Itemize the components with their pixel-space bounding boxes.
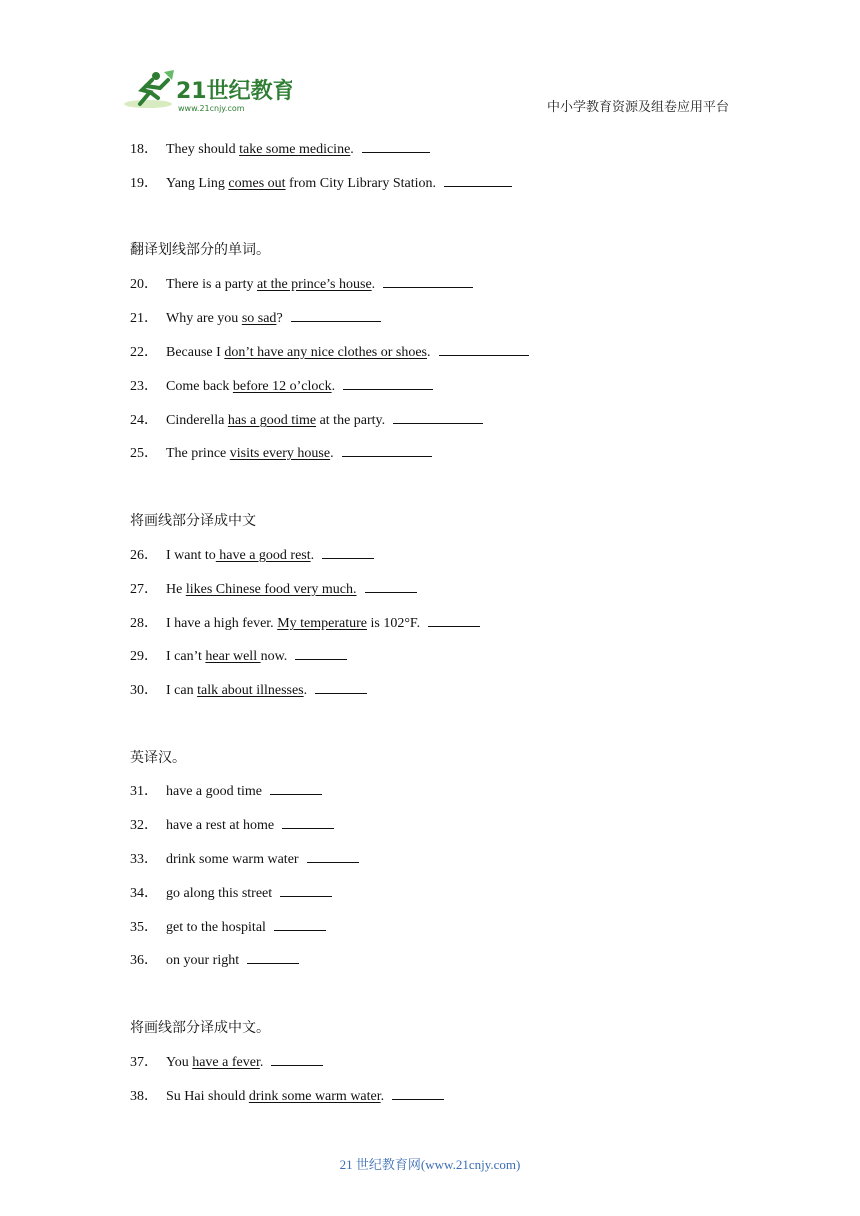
answer-blank[interactable] (315, 680, 367, 694)
answer-blank[interactable] (393, 410, 483, 424)
answer-blank[interactable] (428, 613, 480, 627)
question-22: 22． Because I don’t have any nice clothes or shoes. (130, 342, 529, 362)
section-heading: 将画线部分译成中文。 (130, 1020, 270, 1036)
question-20: 20． There is a party at the prince’s house. (130, 274, 473, 294)
logo-url: www.21cnjy.com (178, 104, 245, 113)
logo-runner-icon (122, 68, 292, 116)
underlined-phrase: have a fever (192, 1055, 260, 1070)
underlined-phrase: drink some warm water (248, 1089, 381, 1104)
answer-blank[interactable] (270, 781, 322, 795)
underlined-phrase: before 12 o’clock (232, 379, 332, 394)
underlined-phrase: have a good rest (215, 548, 311, 563)
answer-blank[interactable] (439, 342, 529, 356)
question-33: 33． drink some warm water (130, 849, 359, 869)
question-21: 21． Why are you so sad? (130, 308, 381, 328)
question-28: 28． I have a high fever. My temperature is 102°F. (130, 613, 480, 633)
underlined-phrase: hear well (205, 649, 261, 664)
question-38: 38． Su Hai should drink some warm water. (130, 1086, 444, 1106)
answer-blank[interactable] (322, 545, 374, 559)
answer-blank[interactable] (392, 1086, 444, 1100)
question-18: 18． They should take some medicine. (130, 139, 430, 159)
answer-blank[interactable] (291, 308, 381, 322)
question-31: 31． have a good time (130, 781, 322, 801)
underlined-phrase: take some medicine (239, 142, 351, 157)
underlined-phrase: has a good time (227, 413, 317, 428)
answer-blank[interactable] (365, 579, 417, 593)
question-23: 23． Come back before 12 o’clock. (130, 376, 433, 396)
underlined-phrase: comes out (228, 176, 286, 191)
answer-blank[interactable] (247, 950, 299, 964)
logo-text: 21世纪教育 (176, 79, 292, 104)
question-36: 36． on your right (130, 950, 299, 970)
underlined-phrase: visits every house (229, 446, 331, 461)
section-heading: 翻译划线部分的单词。 (130, 242, 270, 258)
question-30: 30． I can talk about illnesses. (130, 680, 367, 700)
page-header (0, 0, 860, 130)
question-32: 32． have a rest at home (130, 815, 334, 835)
underlined-phrase: at the prince’s house (256, 277, 372, 292)
logo (122, 68, 292, 116)
platform-title: 中小学教育资源及组卷应用平台 (546, 100, 729, 115)
answer-blank[interactable] (307, 849, 359, 863)
question-25: 25． The prince visits every house. (130, 443, 432, 463)
question-35: 35． get to the hospital (130, 917, 326, 937)
answer-blank[interactable] (362, 139, 430, 153)
question-34: 34． go along this street (130, 883, 332, 903)
answer-blank[interactable] (282, 815, 334, 829)
underlined-phrase: don’t have any nice clothes or shoes (224, 345, 427, 360)
answer-blank[interactable] (271, 1052, 323, 1066)
underlined-phrase: so sad (241, 311, 277, 326)
answer-blank[interactable] (342, 443, 432, 457)
question-19: 19． Yang Ling comes out from City Library Station. (130, 173, 512, 193)
question-26: 26． I want to have a good rest. (130, 545, 374, 565)
question-37: 37． You have a fever. (130, 1052, 323, 1072)
section-heading: 英译汉。 (130, 750, 186, 766)
question-27: 27． He likes Chinese food very much. (130, 579, 417, 599)
page-footer: 21 世纪教育网(www.21cnjy.com) (339, 1157, 521, 1172)
answer-blank[interactable] (295, 646, 347, 660)
section-heading: 将画线部分译成中文 (130, 513, 256, 529)
underlined-phrase: My temperature (277, 616, 367, 631)
answer-blank[interactable] (280, 883, 332, 897)
answer-blank[interactable] (343, 376, 433, 390)
underlined-phrase: likes Chinese food very much. (185, 582, 357, 597)
question-24: 24． Cinderella has a good time at the party. (130, 410, 483, 430)
answer-blank[interactable] (383, 274, 473, 288)
answer-blank[interactable] (444, 173, 512, 187)
question-29: 29． I can’t hear well now. (130, 646, 347, 666)
underlined-phrase: talk about illnesses (197, 683, 304, 698)
answer-blank[interactable] (274, 917, 326, 931)
